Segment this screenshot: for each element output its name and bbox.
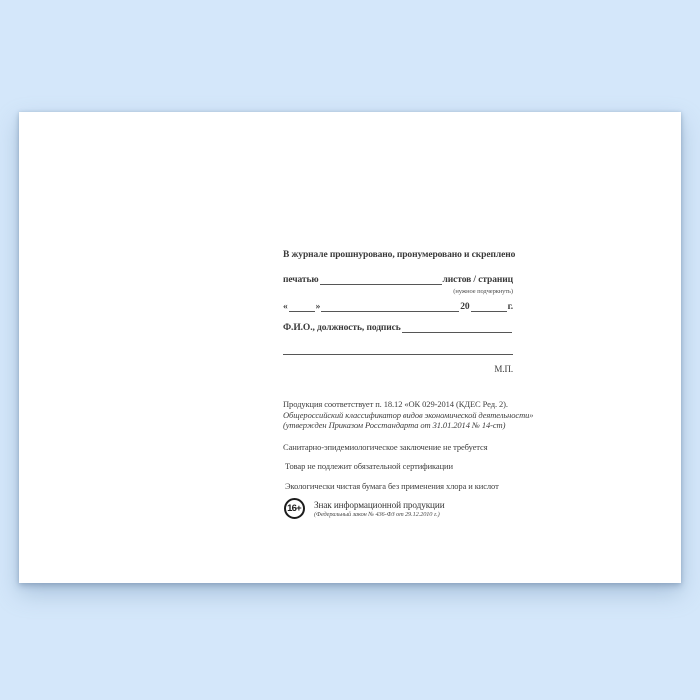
date-line: [283, 301, 513, 314]
info-product-sign-text: [314, 500, 445, 519]
day-blank-line: [289, 310, 315, 312]
document-page: [19, 112, 681, 583]
page-content: [283, 249, 534, 519]
signature-blank-line: [283, 353, 513, 355]
certification-statement: Товар не подлежит обязательной сертификации: [285, 461, 453, 471]
quote-open: «: [283, 302, 288, 312]
product-compliance-line2: Общероссийский классификатор видов экономической деятельности»: [283, 409, 534, 420]
quote-close: »: [315, 302, 321, 312]
underline-note: (нужное подчеркнуть): [453, 288, 513, 295]
signer-label: Ф.И.О., должность, подпись: [283, 323, 401, 333]
age-rating-16plus-icon: 16+: [284, 498, 305, 519]
stamp-abbr: М.П.: [494, 364, 513, 374]
info-product-sign-row: [283, 498, 513, 519]
month-blank-line: [321, 310, 459, 312]
sanitary-statement: Санитарно-эпидемиологическое заключение не требуется: [283, 441, 488, 452]
year-blank-line: [471, 310, 507, 312]
sheets-label: листов / страниц: [442, 275, 513, 285]
product-compliance-line3: (утвержден Приказом Росстандарта от 31.01.2014 № 14-ст): [283, 420, 506, 430]
year-suffix: г.: [507, 302, 513, 312]
sealed-label: печатью: [283, 275, 319, 285]
sheets-line: [283, 274, 513, 287]
journal-binding-block: [283, 249, 516, 374]
sheets-count-blank-line: [320, 283, 442, 285]
info-product-law-note: (Федеральный закон № 436-ФЗ от 29.12.2010 г.): [314, 511, 440, 518]
eco-paper-statement: Экологически чистая бумага без применения хлора и кислот: [285, 480, 499, 491]
info-product-sign-title: Знак информационной продукции: [314, 500, 445, 510]
product-compliance-line1: Продукция соответствует п. 18.12 «ОК 029-2014 (КДЕС Ред. 2).: [283, 399, 508, 409]
signer-line: [283, 322, 513, 335]
compliance-block: [283, 399, 534, 519]
binding-statement: В журнале прошнуровано, пронумеровано и скреплено: [283, 250, 516, 260]
year-prefix: 20: [460, 302, 470, 312]
signer-blank-line: [402, 331, 512, 333]
